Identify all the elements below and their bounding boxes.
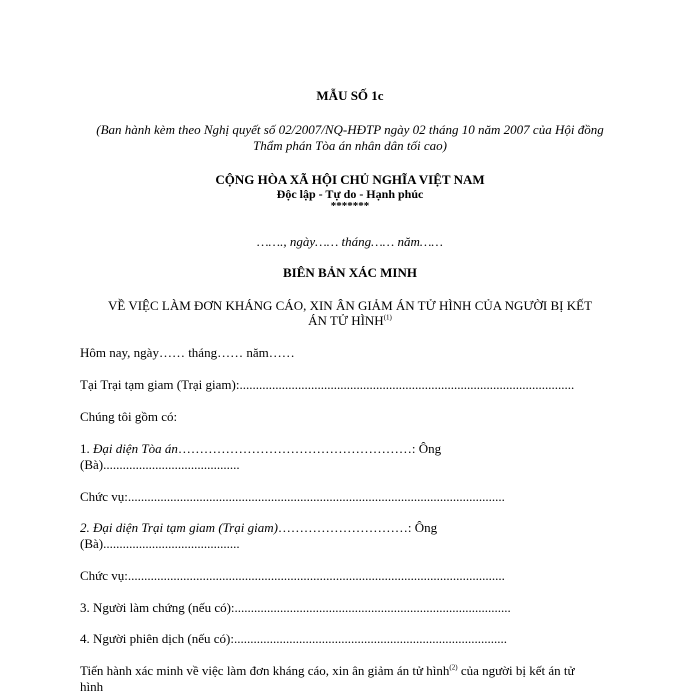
- proceeding-line: [80, 663, 640, 695]
- national-motto: Độc lập - Tự do - Hạnh phúc: [276, 187, 424, 201]
- subject-line-2: ÁN TỬ HÌNH: [308, 313, 384, 328]
- rep1-line-2: (Bà)..........................................: [80, 457, 240, 472]
- rep2-label: 2. Đại diện Trại tạm giam (Trại giam): [80, 520, 278, 535]
- rep1-dots: ………………………………………………: Ông: [177, 441, 442, 456]
- document-subject: [60, 298, 640, 328]
- subject-footnote-ref: (1): [383, 313, 392, 322]
- location-line: Tại Trại tạm giam (Trại giam):.......................................................................................................: [80, 377, 575, 392]
- proceed-footnote-ref: (2): [449, 663, 458, 672]
- rep2-dots: …………………………: Ông: [277, 520, 438, 535]
- rep1-number: 1.: [80, 441, 93, 456]
- country-name: CỘNG HÒA XÃ HỘI CHỦ NGHĨA VIỆT NAM: [215, 172, 485, 187]
- rep2-line-2: (Bà)..........................................: [80, 536, 240, 551]
- witness-line: 3. Người làm chứng (nếu có):.....................................................................................: [80, 600, 511, 615]
- form-number: MẪU SỐ 1c: [316, 88, 384, 103]
- detention-representative: [80, 520, 640, 552]
- members-intro: Chúng tôi gồm có:: [80, 409, 178, 424]
- position-line-2: Chức vụ:....................................................................................................................: [80, 568, 505, 583]
- court-representative: [80, 441, 640, 473]
- date-line: ……., ngày…… tháng…… năm……: [257, 234, 443, 249]
- proceed-rest: của người bị kết án tử: [457, 663, 575, 678]
- document-title: BIÊN BẢN XÁC MINH: [283, 265, 417, 280]
- interpreter-line: 4. Người phiên dịch (nếu có):....................................................................................: [80, 631, 507, 646]
- motto-stars: *******: [330, 200, 370, 212]
- issuance-note: (Ban hành kèm theo Nghị quyết số 02/2007/NQ-HĐTP ngày 02 tháng 10 năm 2007 của Hội đồng Thẩm phán Tòa án nhân dân tối cao): [96, 122, 604, 153]
- subject-line-1: VỀ VIỆC LÀM ĐƠN KHÁNG CÁO, XIN ÂN GIẢM ÁN TỬ HÌNH CỦA NGƯỜI BỊ KẾT: [107, 298, 593, 313]
- proceed-text: Tiến hành xác minh về việc làm đơn kháng cáo, xin ân giảm án tử hình: [80, 663, 450, 678]
- proceed-line-2: hình: [80, 679, 104, 694]
- rep1-label: Đại diện Tòa án: [93, 441, 178, 456]
- today-line: Hôm nay, ngày…… tháng…… năm……: [80, 345, 295, 360]
- position-line-1: Chức vụ:....................................................................................................................: [80, 489, 505, 504]
